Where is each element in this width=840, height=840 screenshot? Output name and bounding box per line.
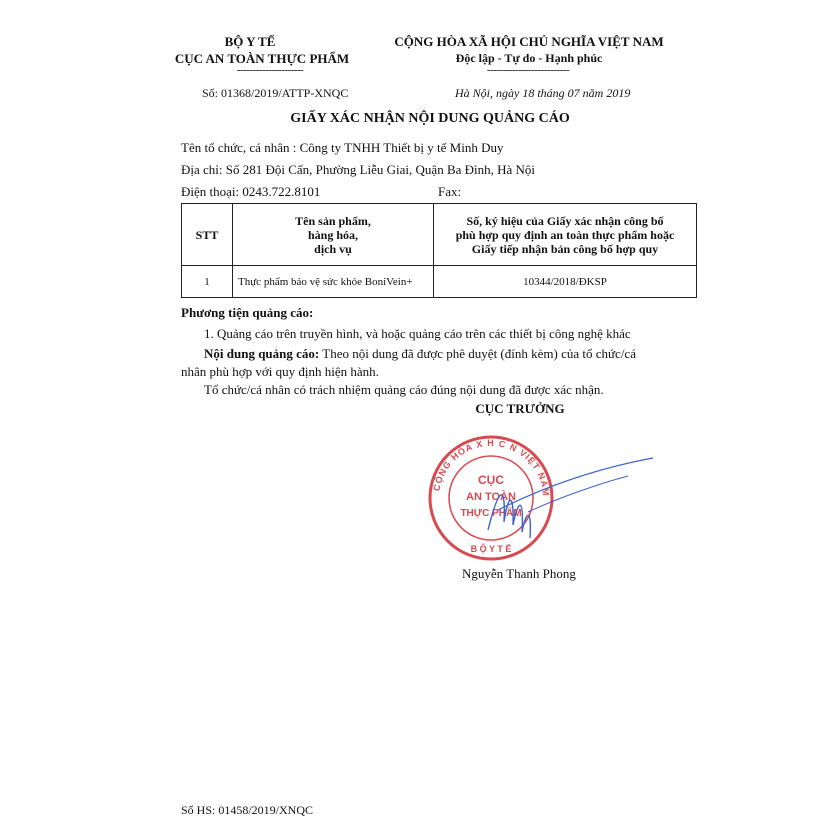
content-text-continued: nhân phù hợp với quy định hiện hành.: [181, 364, 379, 379]
svg-text:CỤC: CỤC: [478, 473, 504, 487]
certificate-header-line: Số, ký hiệu của Giấy xác nhận công bố: [466, 213, 664, 228]
stt-header: STT: [182, 204, 233, 266]
file-number: Số HS: 01458/2019/XNQC: [181, 803, 314, 817]
document-title: GIẤY XÁC NHẬN NỘI DUNG QUẢNG CÁO: [290, 111, 570, 126]
table-row: [182, 266, 697, 298]
product-header: [233, 204, 434, 266]
ministry-name: BỘ Y TẾ: [224, 34, 276, 49]
motto-rule: --------------------------: [486, 64, 570, 76]
content-line: [204, 346, 636, 362]
svg-text:AN TOÀN: AN TOÀN: [466, 491, 516, 503]
row-certificate: 10344/2018/ĐKSP: [434, 266, 697, 298]
handwritten-signature: [468, 450, 658, 550]
signatory-title: CỤC TRƯỞNG: [475, 401, 565, 416]
document-number: Số: 01368/2019/ATTP-XNQC: [202, 86, 349, 100]
content-text: Theo nội dung đã được phê duyệt (đính kèm) của tổ chức/cá: [319, 346, 636, 361]
svg-text:THỰC PHẨM: THỰC PHẨM: [460, 508, 522, 519]
responsibility-note: Tổ chức/cá nhân có trách nhiệm quảng cáo đúng nội dung đã được xác nhận.: [204, 382, 604, 397]
national-motto: Độc lập - Tự do - Hạnh phúc: [455, 51, 603, 65]
product-table: [181, 203, 697, 298]
certificate-header-line: phù hợp quy định an toàn thực phẩm hoặc: [455, 227, 675, 242]
media-item: 1. Quảng cáo trên truyền hình, và hoặc quảng cáo trên các thiết bị công nghệ khác: [204, 326, 631, 341]
product-header-line: dịch vụ: [314, 241, 352, 256]
media-heading: Phương tiện quảng cáo:: [181, 305, 314, 320]
svg-text:CỘNG HÒA X H C N VIỆT NAM: CỘNG HÒA X H C N VIỆT NAM: [431, 437, 552, 498]
product-header-line: Tên sản phẩm,: [295, 213, 371, 228]
address-line: Địa chỉ: Số 281 Đội Cấn, Phường Liễu Giai, Quận Ba Đình, Hà Nội: [181, 162, 536, 177]
row-stt: 1: [182, 266, 233, 298]
signatory-name: Nguyễn Thanh Phong: [462, 566, 576, 581]
row-product: Thực phẩm bảo vệ sức khỏe BoniVein+: [233, 266, 434, 298]
fax-line: Fax:: [438, 184, 462, 199]
table-header-row: [182, 204, 697, 266]
country-name: CỘNG HÒA XÃ HỘI CHỦ NGHĨA VIỆT NAM: [394, 34, 664, 49]
phone-line: Điện thoại: 0243.722.8101: [181, 184, 321, 199]
certificate-header: [434, 204, 697, 266]
svg-text:B Ộ Y T Ế: B Ộ Y T Ế: [470, 544, 512, 554]
content-label: Nội dung quảng cáo:: [204, 346, 320, 361]
certificate-header-line: Giấy tiếp nhận bản công bố hợp quy: [471, 241, 659, 256]
agency-name: CỤC AN TOÀN THỰC PHẨM: [174, 51, 350, 66]
agency-rule: ---------------------: [236, 64, 304, 76]
organization-line: Tên tổ chức, cá nhân : Công ty TNHH Thiết bị y tế Minh Duy: [181, 140, 504, 155]
place-date: Hà Nội, ngày 18 tháng 07 năm 2019: [455, 86, 631, 100]
product-header-line: hàng hóa,: [307, 227, 359, 242]
